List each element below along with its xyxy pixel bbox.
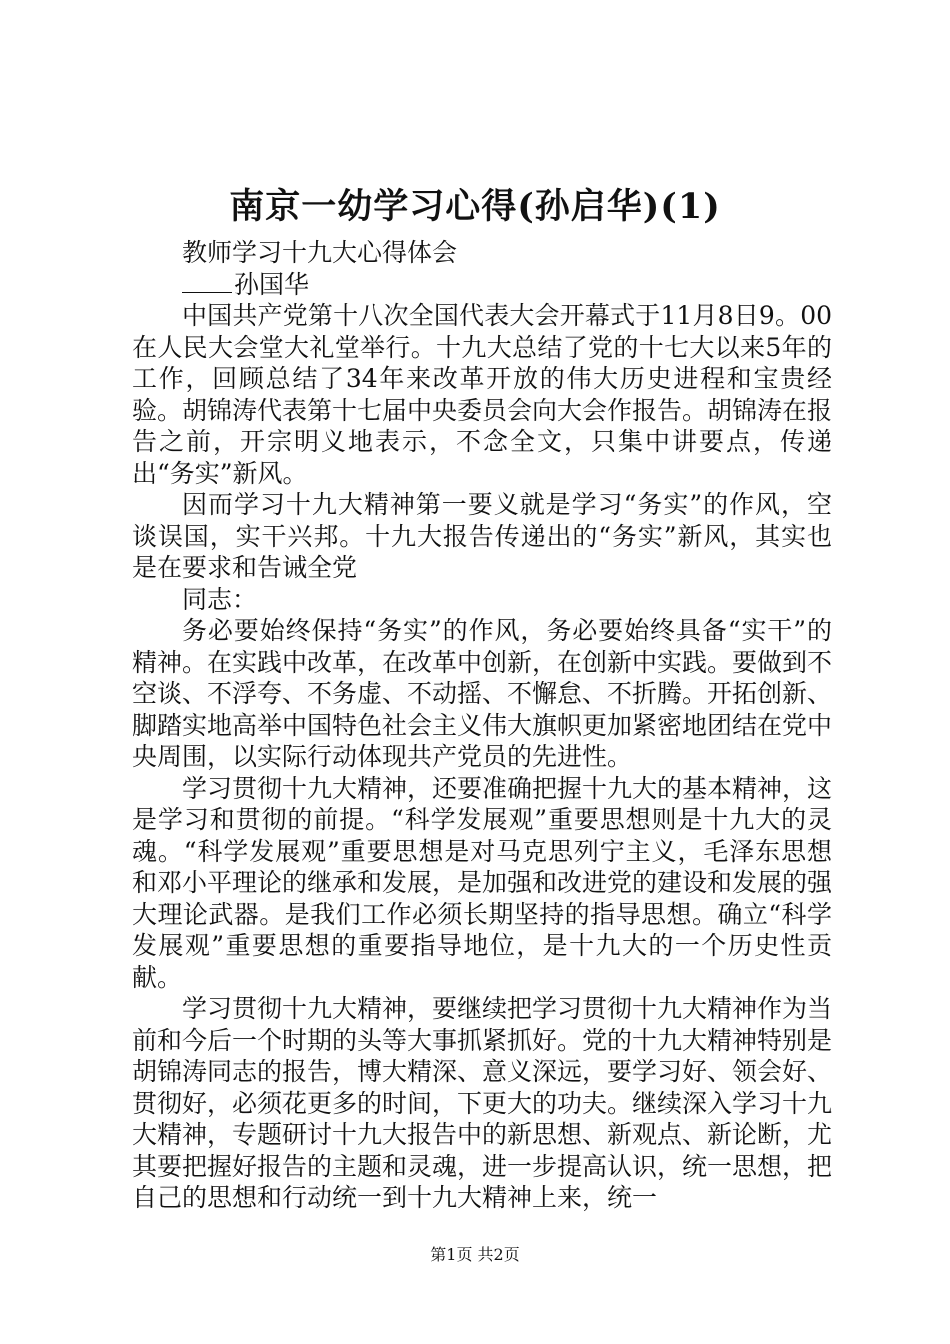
document-title: 南京一幼学习心得(孙启华)(1) xyxy=(229,186,721,227)
document-body xyxy=(132,237,832,1214)
body-paragraph: 因而学习十九大精神第一要义就是学习“务实”的作风，空谈误国，实干兴邦。十九大报告传递出的“务实”新风，其实也是在要求和告诫全党 xyxy=(132,490,832,582)
body-paragraph: 务必要始终保持“务实”的作风，务必要始终具备“实干”的精神。在实践中改革，在改革中创新，在创新中实践。要做到不空谈、不浮夸、不务虚、不动摇、不懈怠、不折腾。开拓创新、脚踏实地高举中国特色社会主义伟大旗帜更加紧密地团结在党中央周围，以实际行动体现共产党员的先进性。 xyxy=(132,616,833,771)
body-paragraph: 同志： xyxy=(182,584,258,614)
author-name: 孙国华 xyxy=(234,269,310,299)
document-subtitle: 教师学习十九大心得体会 xyxy=(182,238,458,267)
body-paragraph: 中国共产党第十八次全国代表大会开幕式于11月8日9。00在人民大会堂大礼堂举行。十九大总结了党的十七大以来5年的工作，回顾总结了34年来改革开放的伟大历史进程和宝贵经验。胡锦涛代表第十七届中央委员会向大会作报告。胡锦涛在报告之前，开宗明义地表示，不念全文，只集中讲要点，传递出“务实”新风。 xyxy=(132,301,833,488)
body-paragraph: 学习贯彻十九大精神，还要准确把握十九大的基本精神，这是学习和贯彻的前提。“科学发展观”重要思想则是十九大的灵魂。“科学发展观”重要思想是对马克思列宁主义，毛泽东思想和邓小平理论的继承和发展，是加强和改进党的建设和发展的强大理论武器。是我们工作必须长期坚持的指导思想。确立“科学发展观”重要思想的重要指导地位，是十九大的一个历史性贡献。 xyxy=(132,773,833,992)
page-footer: 第1页 共2页 xyxy=(430,1245,520,1264)
author-underline xyxy=(182,270,232,293)
body-paragraph: 学习贯彻十九大精神，要继续把学习贯彻十九大精神作为当前和今后一个时期的头等大事抓紧抓好。党的十九大精神特别是胡锦涛同志的报告，博大精深、意义深远，要学习好、领会好、贯彻好，必须花更多的时间，下更大的功夫。继续深入学习十九大精神，专题研讨十九大报告中的新思想、新观点、新论断，尤其要把握好报告的主题和灵魂，进一步提高认识，统一思想，把自己的思想和行动统一到十九大精神上来，统一 xyxy=(132,994,833,1212)
author-line xyxy=(132,269,832,301)
